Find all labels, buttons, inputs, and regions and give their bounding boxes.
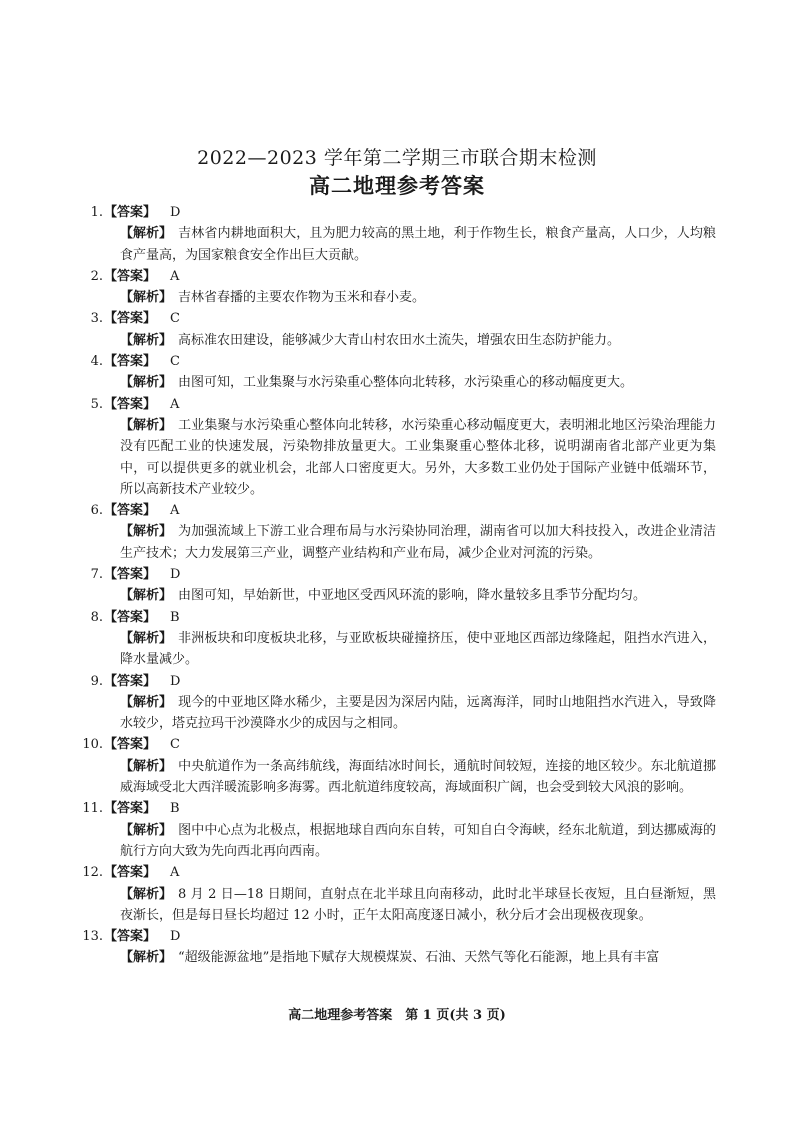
answer-label: 【答案】 — [104, 503, 157, 519]
explanation-text: 吉林省春播的主要农作物为玉米和春小麦。 — [178, 290, 426, 306]
explanation-label: 【解析】 — [120, 290, 173, 306]
explanation-label: 【解析】 — [120, 758, 173, 774]
answer-value: B — [170, 609, 180, 625]
answer-value: C — [170, 737, 180, 753]
explanation-block — [120, 628, 716, 671]
answer-row — [82, 862, 716, 883]
explanation-block — [120, 415, 716, 500]
answer-row — [90, 351, 716, 372]
question-number: 7. — [90, 567, 103, 583]
explanation-text: 由图可知，工业集聚与水污染重心整体向北转移，水污染重心的移动幅度更大。 — [178, 375, 634, 391]
explanation-label: 【解析】 — [120, 417, 173, 433]
question-number: 10. — [82, 737, 103, 753]
answer-row — [82, 734, 716, 755]
explanation-label: 【解析】 — [120, 950, 173, 966]
answer-value: D — [170, 929, 181, 945]
exam-title: 2022—2023 学年第二学期三市联合期末检测 — [197, 147, 597, 169]
answer-row — [90, 202, 716, 223]
explanation-label: 【解析】 — [120, 822, 173, 838]
answer-row — [90, 266, 716, 287]
answer-value: D — [170, 205, 181, 220]
question-number: 9. — [90, 673, 103, 689]
answer-row — [90, 564, 716, 585]
explanation-text: 为加强流域上下游工业合理布局与水污染协同治理，湖南省可以加大科技投入，改进企业清洁生产技术；大力发展第三产业，调整产业结构和产业布局，减少企业对河流的污染。 — [120, 524, 716, 561]
explanation-text: 图中中心点为北极点，根据地球自西向东自转，可知自白令海峡，经东北航道，到达挪威海的航行方向大致为先向西北再向西南。 — [120, 822, 716, 859]
answer-label: 【答案】 — [104, 354, 157, 370]
explanation-text: 由图可知，早始新世，中亚地区受西风环流的影响，降水量较多且季节分配均匀。 — [178, 588, 647, 604]
answer-label: 【答案】 — [104, 205, 157, 220]
explanation-block — [120, 756, 716, 799]
answer-value: A — [170, 396, 180, 412]
answer-row — [82, 926, 716, 947]
answer-value: C — [170, 311, 180, 327]
explanation-block — [120, 947, 716, 968]
question-number: 4. — [90, 354, 103, 370]
explanation-block — [120, 287, 716, 308]
answer-label: 【答案】 — [104, 311, 157, 327]
question-number: 8. — [90, 609, 103, 625]
page-footer: 高二地理参考答案 第 1 页(共 3 页) — [288, 1008, 506, 1023]
explanation-block — [120, 223, 716, 266]
explanation-text: 现今的中亚地区降水稀少，主要是因为深居内陆，远离海洋，同时山地阻挡水汽进入，导致降水较少，塔克拉玛干沙漠降水少的成因与之相同。 — [120, 694, 716, 732]
answer-list — [82, 202, 716, 969]
answer-label: 【答案】 — [104, 673, 157, 689]
explanation-block — [120, 521, 716, 564]
explanation-label: 【解析】 — [120, 588, 173, 604]
explanation-label: 【解析】 — [120, 524, 173, 540]
answer-value: C — [170, 354, 180, 370]
explanation-label: 【解析】 — [120, 226, 173, 242]
explanation-label: 【解析】 — [120, 332, 173, 348]
question-number: 1. — [90, 205, 103, 220]
question-number: 2. — [90, 268, 103, 284]
explanation-block — [120, 692, 716, 735]
question-number: 12. — [82, 865, 103, 881]
explanation-text: 高标准农田建设，能够减少大青山村农田水土流失，增强农田生态防护能力。 — [178, 332, 621, 348]
answer-label: 【答案】 — [104, 737, 157, 753]
explanation-text: 8 月 2 日—18 日期间，直射点在北半球且向南移动，此时北半球昼长夜短，且白昼渐短，黑夜渐长，但是每日昼长均超过 12 小时，正午太阳高度逐日减小，秋分后才会出现极夜现象。 — [120, 886, 716, 923]
answer-label: 【答案】 — [104, 929, 157, 945]
answer-row — [90, 500, 716, 521]
explanation-block — [120, 585, 716, 606]
question-number: 13. — [82, 929, 103, 945]
answer-label: 【答案】 — [104, 268, 157, 284]
answer-label: 【答案】 — [104, 396, 157, 412]
answer-label: 【答案】 — [104, 801, 157, 817]
answer-row — [90, 607, 716, 628]
explanation-label: 【解析】 — [120, 630, 173, 646]
answer-value: A — [170, 503, 180, 519]
answer-value: D — [170, 673, 181, 689]
answer-value: A — [170, 268, 180, 284]
explanation-text: “超级能源盆地”是指地下赋存大规模煤炭、石油、天然气等化石能源，地上具有丰富 — [178, 950, 660, 966]
answer-value: D — [170, 567, 181, 583]
explanation-block — [120, 884, 716, 927]
question-number: 6. — [90, 503, 103, 519]
answer-row — [82, 798, 716, 819]
answer-label: 【答案】 — [104, 865, 157, 881]
answer-value: A — [170, 865, 180, 881]
explanation-block — [120, 820, 716, 863]
explanation-block — [120, 330, 716, 351]
question-number: 11. — [82, 801, 103, 817]
answer-label: 【答案】 — [104, 567, 157, 583]
answer-value: B — [170, 801, 180, 817]
question-number: 5. — [90, 396, 103, 412]
explanation-text: 中央航道作为一条高纬航线，海面结冰时间长，通航时间较短，连接的地区较少。东北航道挪威海域受北大西洋暖流影响多海雾。西北航道纬度较高，海域面积广阔，也会受到较大风浪的影响。 — [120, 758, 716, 796]
explanation-label: 【解析】 — [120, 886, 173, 902]
answer-row — [90, 394, 716, 415]
explanation-label: 【解析】 — [120, 375, 173, 391]
subject-title: 高二地理参考答案 — [309, 173, 485, 198]
explanation-block — [120, 372, 716, 393]
explanation-text: 工业集聚与水污染重心整体向北转移，水污染重心移动幅度更大，表明湘北地区污染治理能力没有匹配工业的快速发展，污染物排放量更大。工业集聚重心整体北移，说明湖南省北部产业更为集中，可以提供更多的就业机会，北部人口密度更大。另外，大多数工业仍处于国际产业链中低端环节，所以高新技术产业较少。 — [120, 417, 716, 497]
explanation-text: 非洲板块和印度板块北移，与亚欧板块碰撞挤压，使中亚地区西部边缘隆起，阻挡水汽进入，降水量减少。 — [120, 630, 716, 668]
answer-row — [90, 671, 716, 692]
explanation-label: 【解析】 — [120, 694, 173, 710]
question-number: 3. — [90, 311, 103, 327]
explanation-text: 吉林省内耕地面积大，且为肥力较高的黑土地，利于作物生长，粮食产量高，人口少，人均粮食产量高，为国家粮食安全作出巨大贡献。 — [120, 226, 716, 263]
answer-row — [90, 308, 716, 329]
answer-label: 【答案】 — [104, 609, 157, 625]
